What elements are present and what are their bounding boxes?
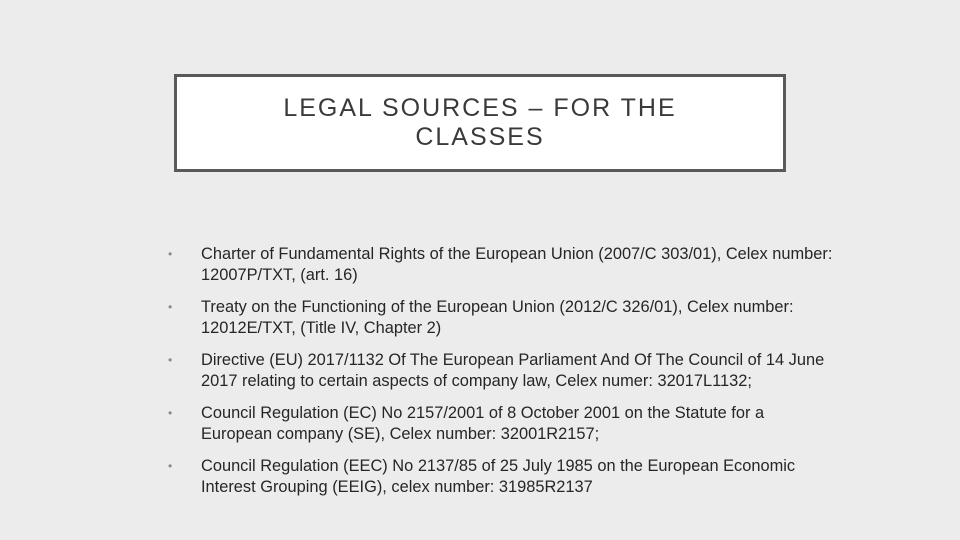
bullet-icon: • [168, 406, 173, 420]
list-item [168, 403, 838, 445]
bullet-icon: • [168, 353, 173, 367]
list-item [168, 297, 838, 339]
list-item [168, 244, 838, 286]
title-box [174, 74, 786, 172]
list-item-text: Charter of Fundamental Rights of the European Union (2007/C 303/01), Celex number: 12007P/TXT, (art. 16) [201, 245, 833, 284]
list-item-text: Council Regulation (EEC) No 2137/85 of 25 July 1985 on the European Economic Interest Grouping (EEIG), celex number: 31985R2137 [201, 457, 796, 496]
bullet-list [168, 244, 838, 509]
list-item-text: Council Regulation (EC) No 2157/2001 of 8 October 2001 on the Statute for a European company (SE), Celex number: 32001R2157; [201, 404, 765, 443]
bullet-icon: • [168, 247, 173, 261]
list-item [168, 350, 838, 392]
list-item-text: Treaty on the Functioning of the European Union (2012/C 326/01), Celex number: 12012E/TXT, (Title IV, Chapter 2) [201, 298, 794, 337]
list-item [168, 456, 838, 498]
bullet-icon: • [168, 459, 173, 473]
list-item-text: Directive (EU) 2017/1132 Of The European Parliament And Of The Council of 14 June 2017 relating to certain aspects of company law, Celex numer: 32017L1132; [201, 351, 825, 390]
bullet-icon: • [168, 300, 173, 314]
slide-title: LEGAL SOURCES – FOR THE CLASSES [283, 94, 677, 151]
